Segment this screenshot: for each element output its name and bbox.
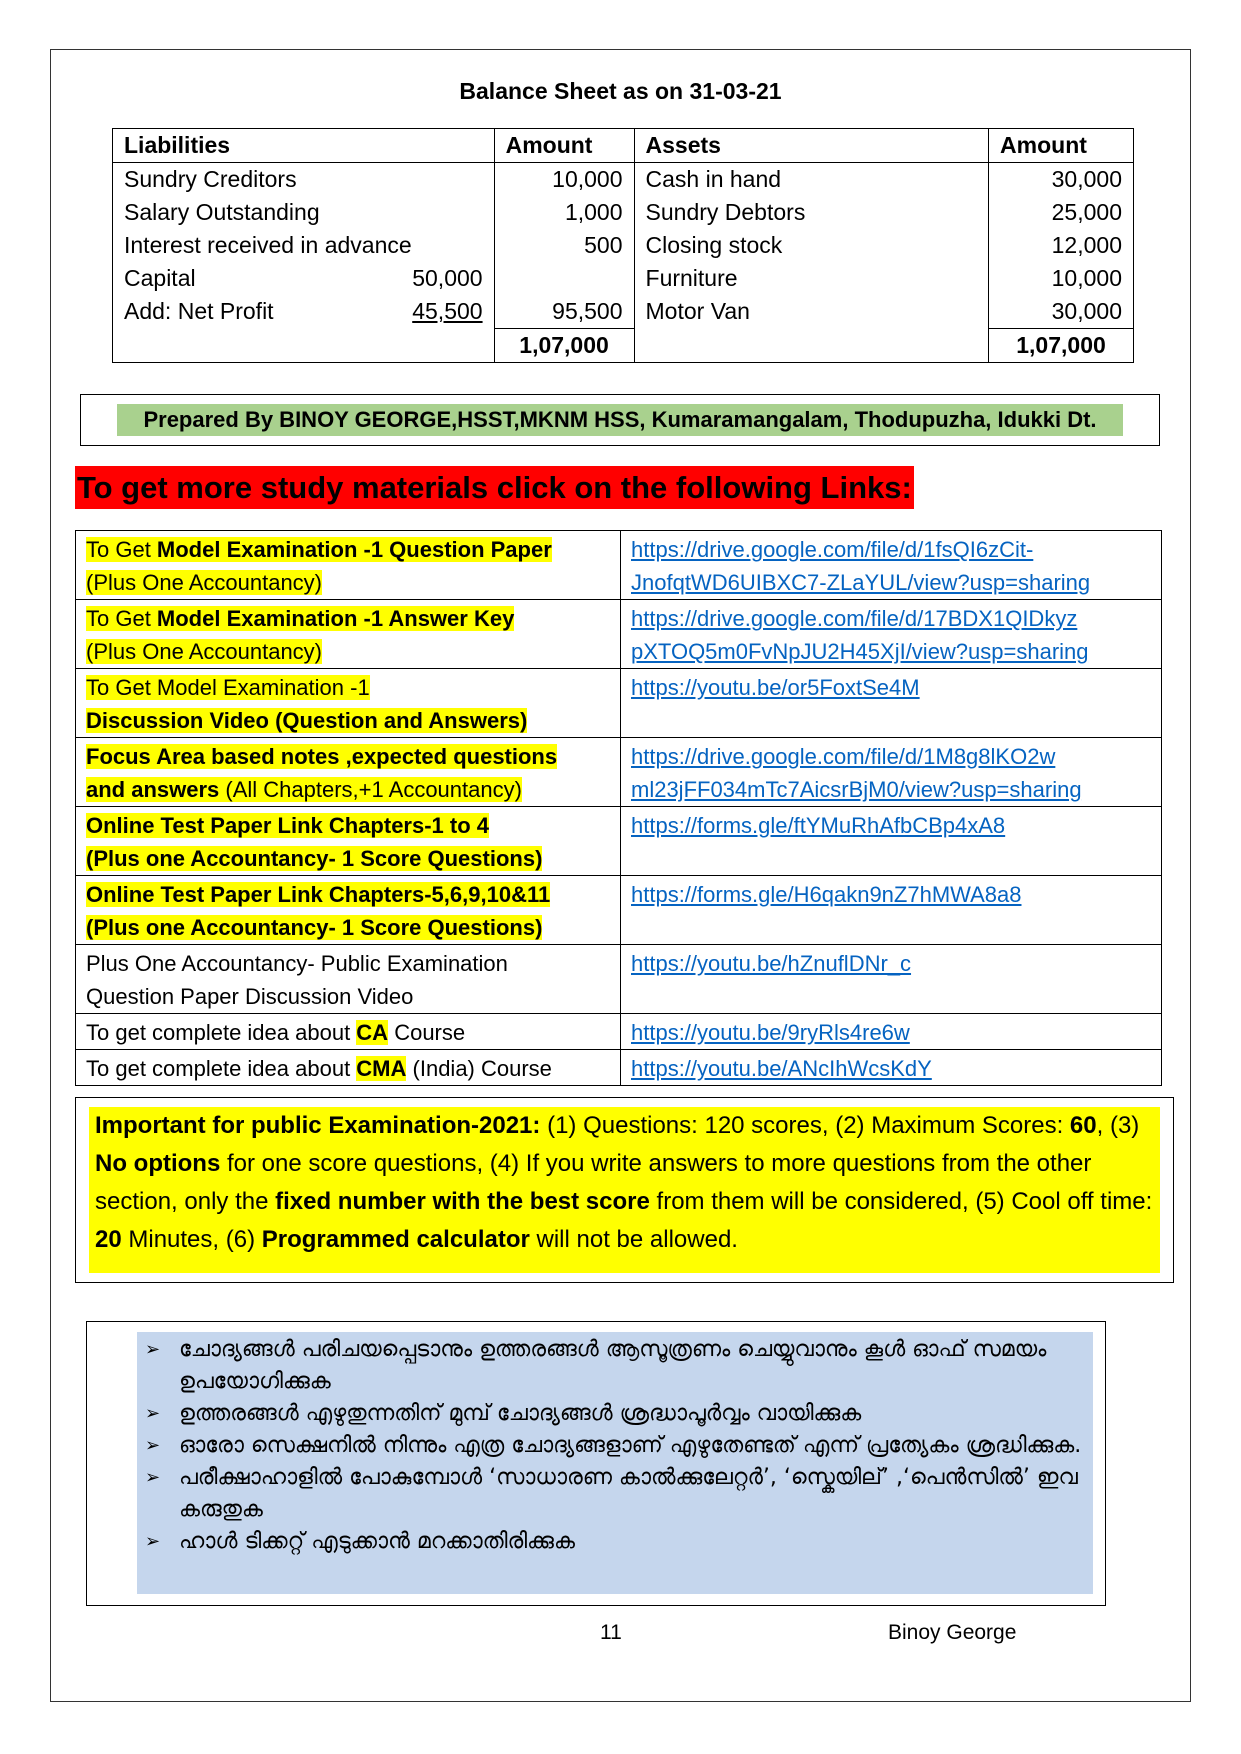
exam-info-bold: fixed number with the best score — [275, 1188, 650, 1215]
header-liabilities: Liabilities — [113, 129, 495, 163]
desc-text: (Plus One Accountancy) — [86, 570, 323, 595]
desc-text: To Get — [86, 606, 157, 631]
link-url[interactable]: https://drive.google.com/file/d/1M8g8lKO2w — [631, 744, 1056, 769]
table-row — [76, 876, 1162, 945]
link-cell — [621, 945, 1162, 1014]
link-description — [76, 876, 621, 945]
desc-text: Plus One Accountancy- Public Examination — [86, 951, 508, 976]
desc-bold: (Plus one Accountancy- 1 Score Questions) — [86, 915, 543, 940]
tip-text: ഹാൾ ടിക്കറ്റ് എടുക്കാൻ മറക്കാതിരിക്കുക — [179, 1529, 575, 1554]
liability-sub-amount: 45,500 — [412, 298, 483, 325]
link-description — [76, 738, 621, 807]
asset-amount: 25,000 — [989, 196, 1134, 229]
malayalam-tips-panel — [137, 1332, 1093, 1594]
liability-name: Add: Net Profit — [124, 298, 274, 325]
asset-amount: 30,000 — [989, 295, 1134, 329]
desc-bold: and answers — [86, 777, 220, 802]
desc-text: (Plus One Accountancy) — [86, 639, 323, 664]
liability-name: Interest received in advance — [113, 229, 495, 262]
table-row — [76, 531, 1162, 600]
asset-name: Furniture — [634, 262, 989, 295]
header-amount: Amount — [494, 129, 634, 163]
empty-cell — [634, 329, 989, 363]
table-row — [113, 163, 1134, 197]
link-description — [76, 531, 621, 600]
table-row — [76, 807, 1162, 876]
link-url[interactable]: https://forms.gle/H6qakn9nZ7hMWA8a8 — [631, 882, 1022, 907]
desc-bold: Model Examination -1 Answer Key — [156, 606, 515, 631]
link-description — [76, 807, 621, 876]
table-row — [113, 229, 1134, 262]
desc-text: Course — [388, 1020, 466, 1045]
asset-name: Motor Van — [634, 295, 989, 329]
desc-bold: Model Examination -1 Question Paper — [156, 537, 552, 562]
desc-bold: (Plus one Accountancy- 1 Score Questions) — [86, 846, 543, 871]
exam-info-span: from them will be considered, (5) Cool off time: — [649, 1188, 1153, 1215]
arrow-bullet-icon: ➢ — [145, 1435, 161, 1456]
exam-info-span: for one score questions, (4) If you write answers to more questions from the other section, only the — [95, 1150, 1092, 1215]
link-cell — [621, 876, 1162, 945]
table-row — [76, 600, 1162, 669]
link-cell — [621, 1014, 1162, 1050]
tip-text: പരീക്ഷാഹാളിൽ പോകുമ്പോൾ ‘സാധാരണ കാൽക്കുലേറ്റർ’, ‘സ്കെയില്’ ,‘പെൻസിൽ’ ഇവ കരുതുക — [179, 1465, 1078, 1522]
exam-info-span: , (3) — [1096, 1112, 1140, 1139]
desc-text: (All Chapters,+1 Accountancy) — [219, 777, 522, 802]
desc-text: To get complete idea about — [86, 1020, 357, 1045]
exam-info-box — [75, 1097, 1174, 1283]
footer-author: Binoy George — [888, 1621, 1017, 1644]
balance-sheet-title: Balance Sheet as on 31-03-21 — [459, 78, 782, 104]
liability-name: Sundry Creditors — [113, 163, 495, 197]
link-description — [76, 945, 621, 1014]
link-url[interactable]: https://youtu.be/hZnuflDNr_c — [631, 951, 912, 976]
link-url[interactable]: https://youtu.be/or5FoxtSe4M — [631, 675, 920, 700]
asset-name: Sundry Debtors — [634, 196, 989, 229]
total-row — [113, 329, 1134, 363]
link-description — [76, 1014, 621, 1050]
prepared-by-box — [80, 394, 1160, 446]
header-amount: Amount — [989, 129, 1134, 163]
exam-info-span: will not be allowed. — [529, 1226, 738, 1253]
liability-amount: 10,000 — [494, 163, 634, 197]
tip-text: ഓരോ സെക്ഷനിൽ നിന്നും എത്ര ചോദ്യങ്ങളാണ് എഴുതേണ്ടത് എന്ന് പ്രത്യേകം ശ്രദ്ധിക്കുക. — [179, 1433, 1082, 1458]
table-row — [76, 945, 1162, 1014]
desc-bold: CMA — [356, 1056, 407, 1081]
arrow-bullet-icon: ➢ — [145, 1531, 161, 1552]
prepared-by-text: Prepared By BINOY GEORGE,HSST,MKNM HSS, Kumaramangalam, Thodupuzha, Idukki Dt. — [117, 404, 1123, 436]
exam-info-span: (1) Questions: 120 scores, (2) Maximum Scores: — [540, 1112, 1070, 1139]
link-url[interactable]: https://drive.google.com/file/d/1fsQI6zCit- — [631, 537, 1034, 562]
exam-info-bold: 60 — [1069, 1112, 1097, 1139]
link-url[interactable]: JnofqtWD6UIBXC7-ZLaYUL/view?usp=sharing — [631, 570, 1091, 595]
assets-total: 1,07,000 — [989, 329, 1134, 363]
table-row — [76, 1014, 1162, 1050]
link-cell — [621, 807, 1162, 876]
balance-sheet-table — [112, 128, 1134, 363]
table-row — [76, 738, 1162, 807]
list-item — [137, 1462, 1093, 1526]
list-item — [137, 1526, 1093, 1558]
arrow-bullet-icon: ➢ — [145, 1403, 161, 1424]
liability-amount — [494, 262, 634, 295]
liability-amount: 1,000 — [494, 196, 634, 229]
asset-amount: 30,000 — [989, 163, 1134, 197]
malayalam-tips-box — [86, 1321, 1106, 1606]
link-url[interactable]: https://youtu.be/9ryRls4re6w — [631, 1020, 910, 1045]
exam-info-bold: 20 — [95, 1226, 122, 1253]
list-item — [137, 1398, 1093, 1430]
desc-text: To Get Model Examination -1 — [86, 675, 370, 700]
desc-bold: Discussion Video (Question and Answers) — [86, 708, 528, 733]
asset-amount: 12,000 — [989, 229, 1134, 262]
study-links-table — [75, 530, 1162, 1086]
link-cell — [621, 531, 1162, 600]
malayalam-tips-list — [137, 1332, 1093, 1558]
desc-text: (India) Course — [406, 1056, 552, 1081]
empty-cell — [113, 329, 495, 363]
asset-amount: 10,000 — [989, 262, 1134, 295]
arrow-bullet-icon: ➢ — [145, 1467, 161, 1488]
asset-name: Cash in hand — [634, 163, 989, 197]
arrow-bullet-icon: ➢ — [145, 1339, 161, 1360]
study-materials-heading: To get more study materials click on the following Links: — [75, 466, 914, 509]
desc-text: Question Paper Discussion Video — [86, 984, 414, 1009]
page-number: 11 — [600, 1621, 622, 1644]
liability-amount: 500 — [494, 229, 634, 262]
list-item — [137, 1334, 1093, 1398]
liabilities-total: 1,07,000 — [494, 329, 634, 363]
exam-info-bold: Important for public Examination-2021: — [95, 1112, 541, 1139]
liability-cell — [113, 295, 495, 329]
link-cell — [621, 738, 1162, 807]
link-url[interactable]: https://youtu.be/ANcIhWcsKdY — [631, 1056, 932, 1081]
link-cell — [621, 1050, 1162, 1086]
desc-bold: Online Test Paper Link Chapters-5,6,9,10&11 — [86, 882, 551, 907]
tip-text: ഉത്തരങ്ങൾ എഴുതുന്നതിന് മുമ്പ് ചോദ്യങ്ങൾ ശ്രദ്ധാപൂർവ്വം വായിക്കുക — [179, 1401, 862, 1426]
desc-bold: Online Test Paper Link Chapters-1 to 4 — [86, 813, 490, 838]
link-description — [76, 600, 621, 669]
table-row — [113, 262, 1134, 295]
desc-bold: Focus Area based notes ,expected questions — [86, 744, 558, 769]
exam-info-span: Minutes, (6) — [121, 1226, 262, 1253]
table-row — [113, 295, 1134, 329]
liability-cell — [113, 262, 495, 295]
link-description — [76, 669, 621, 738]
link-cell — [621, 669, 1162, 738]
liability-amount: 95,500 — [494, 295, 634, 329]
table-row — [113, 196, 1134, 229]
desc-bold: CA — [356, 1020, 389, 1045]
link-url[interactable]: https://drive.google.com/file/d/17BDX1QIDkyz — [631, 606, 1078, 631]
liability-name: Capital — [124, 265, 196, 291]
exam-info-bold: No options — [95, 1150, 221, 1177]
link-description — [76, 1050, 621, 1086]
liability-sub-amount: 50,000 — [412, 265, 483, 291]
link-url[interactable]: https://forms.gle/ftYMuRhAfbCBp4xA8 — [631, 813, 1006, 838]
link-cell — [621, 600, 1162, 669]
link-url[interactable]: ml23jFF034mTc7AicsrBjM0/view?usp=sharing — [631, 777, 1082, 802]
desc-text: To get complete idea about — [86, 1056, 357, 1081]
tip-text: ചോദ്യങ്ങൾ പരിചയപ്പെടാനും ഉത്തരങ്ങൾ ആസൂത്രണം ചെയ്യുവാനും കൂൾ ഓഫ് സമയം ഉപയോഗിക്കുക — [179, 1337, 1047, 1394]
table-row — [76, 669, 1162, 738]
asset-name: Closing stock — [634, 229, 989, 262]
desc-text: To Get — [86, 537, 157, 562]
liability-name: Salary Outstanding — [113, 196, 495, 229]
link-url[interactable]: pXTOQ5m0FvNpJU2H45XjI/view?usp=sharing — [631, 639, 1089, 664]
list-item — [137, 1430, 1093, 1462]
table-row — [76, 1050, 1162, 1086]
header-assets: Assets — [634, 129, 989, 163]
exam-info-bold: Programmed calculator — [261, 1226, 530, 1253]
exam-info-text — [89, 1107, 1160, 1273]
